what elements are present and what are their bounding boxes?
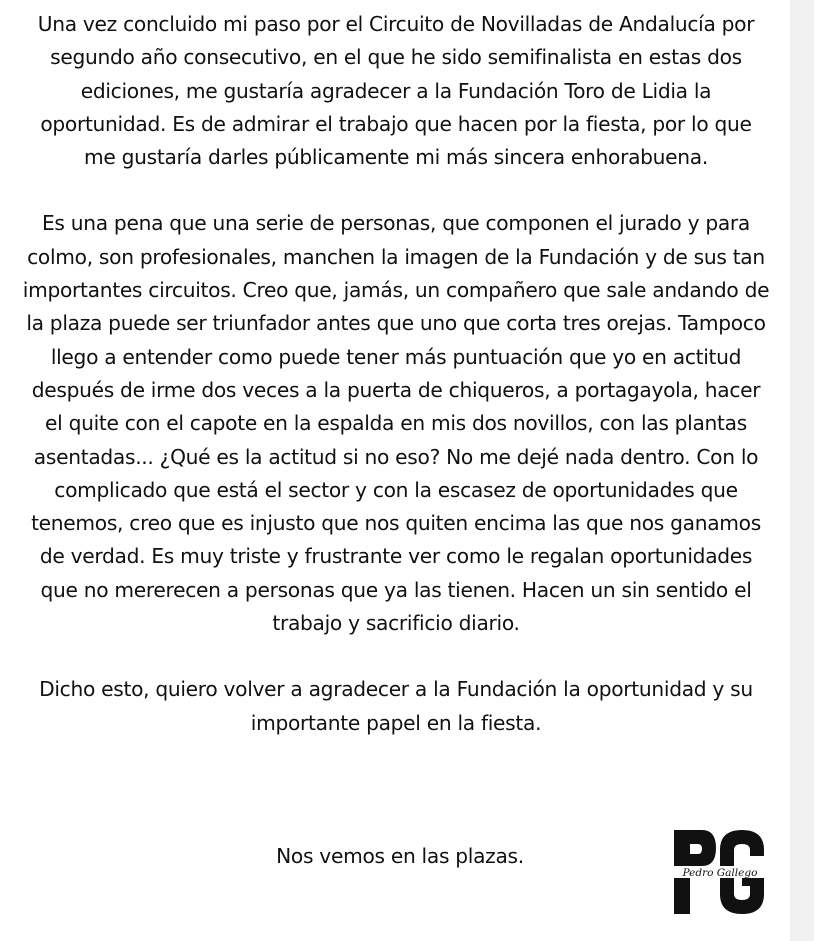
- paragraph-gap: [22, 640, 770, 673]
- paragraph-thanks: Una vez concluido mi paso por el Circuito de Novilladas de Andalucía por segundo año consecutivo, en el que he sido semifinalista en estas dos ediciones, me gustaría agradecer a la Fundación Toro de Lidia la oportunidad. Es de admirar el trabajo que hacen por la fiesta, por lo que me gustaría darles públicamente mi más sincera enhorabuena.: [37, 12, 755, 170]
- paragraph-gap: [22, 174, 770, 207]
- sign-off: Nos vemos en las plazas.: [276, 844, 524, 868]
- pg-logo: [672, 828, 768, 916]
- letter-body: [22, 8, 770, 740]
- logo-signature: Pedro Gallego: [682, 867, 758, 879]
- paragraph-complaint: Es una pena que una serie de personas, que componen el jurado y para colmo, son profesionales, manchen la imagen de la Fundación y de sus tan importantes circuitos. Creo que, jamás, un compañero que sale andando de la plaza puede ser triunfador antes que uno que corta tres orejas. Tampoco llego a entender como puede tener más puntuación que yo en actitud después de irme dos veces a la puerta de chiqueros, a portagayola, hacer el quite con el capote en la espalda en mis dos novillos, con las plantas asentadas... ¿Qué es la actitud si no eso? No me dejé nada dentro. Con lo complicado que está el sector y con la escasez de oportunidades que tenemos, creo que es injusto que nos quiten encima las que nos ganamos de verdad. Es muy triste y frustrante ver como le regalan oportunidades que no mererecen a personas que ya las tienen. Hacen un sin sentido el trabajo y sacrificio diario.: [22, 211, 770, 636]
- paragraph-closing: Dicho esto, quiero volver a agradecer a la Fundación la oportunidad y su importante papel en la fiesta.: [39, 677, 753, 735]
- right-gutter: [790, 0, 814, 941]
